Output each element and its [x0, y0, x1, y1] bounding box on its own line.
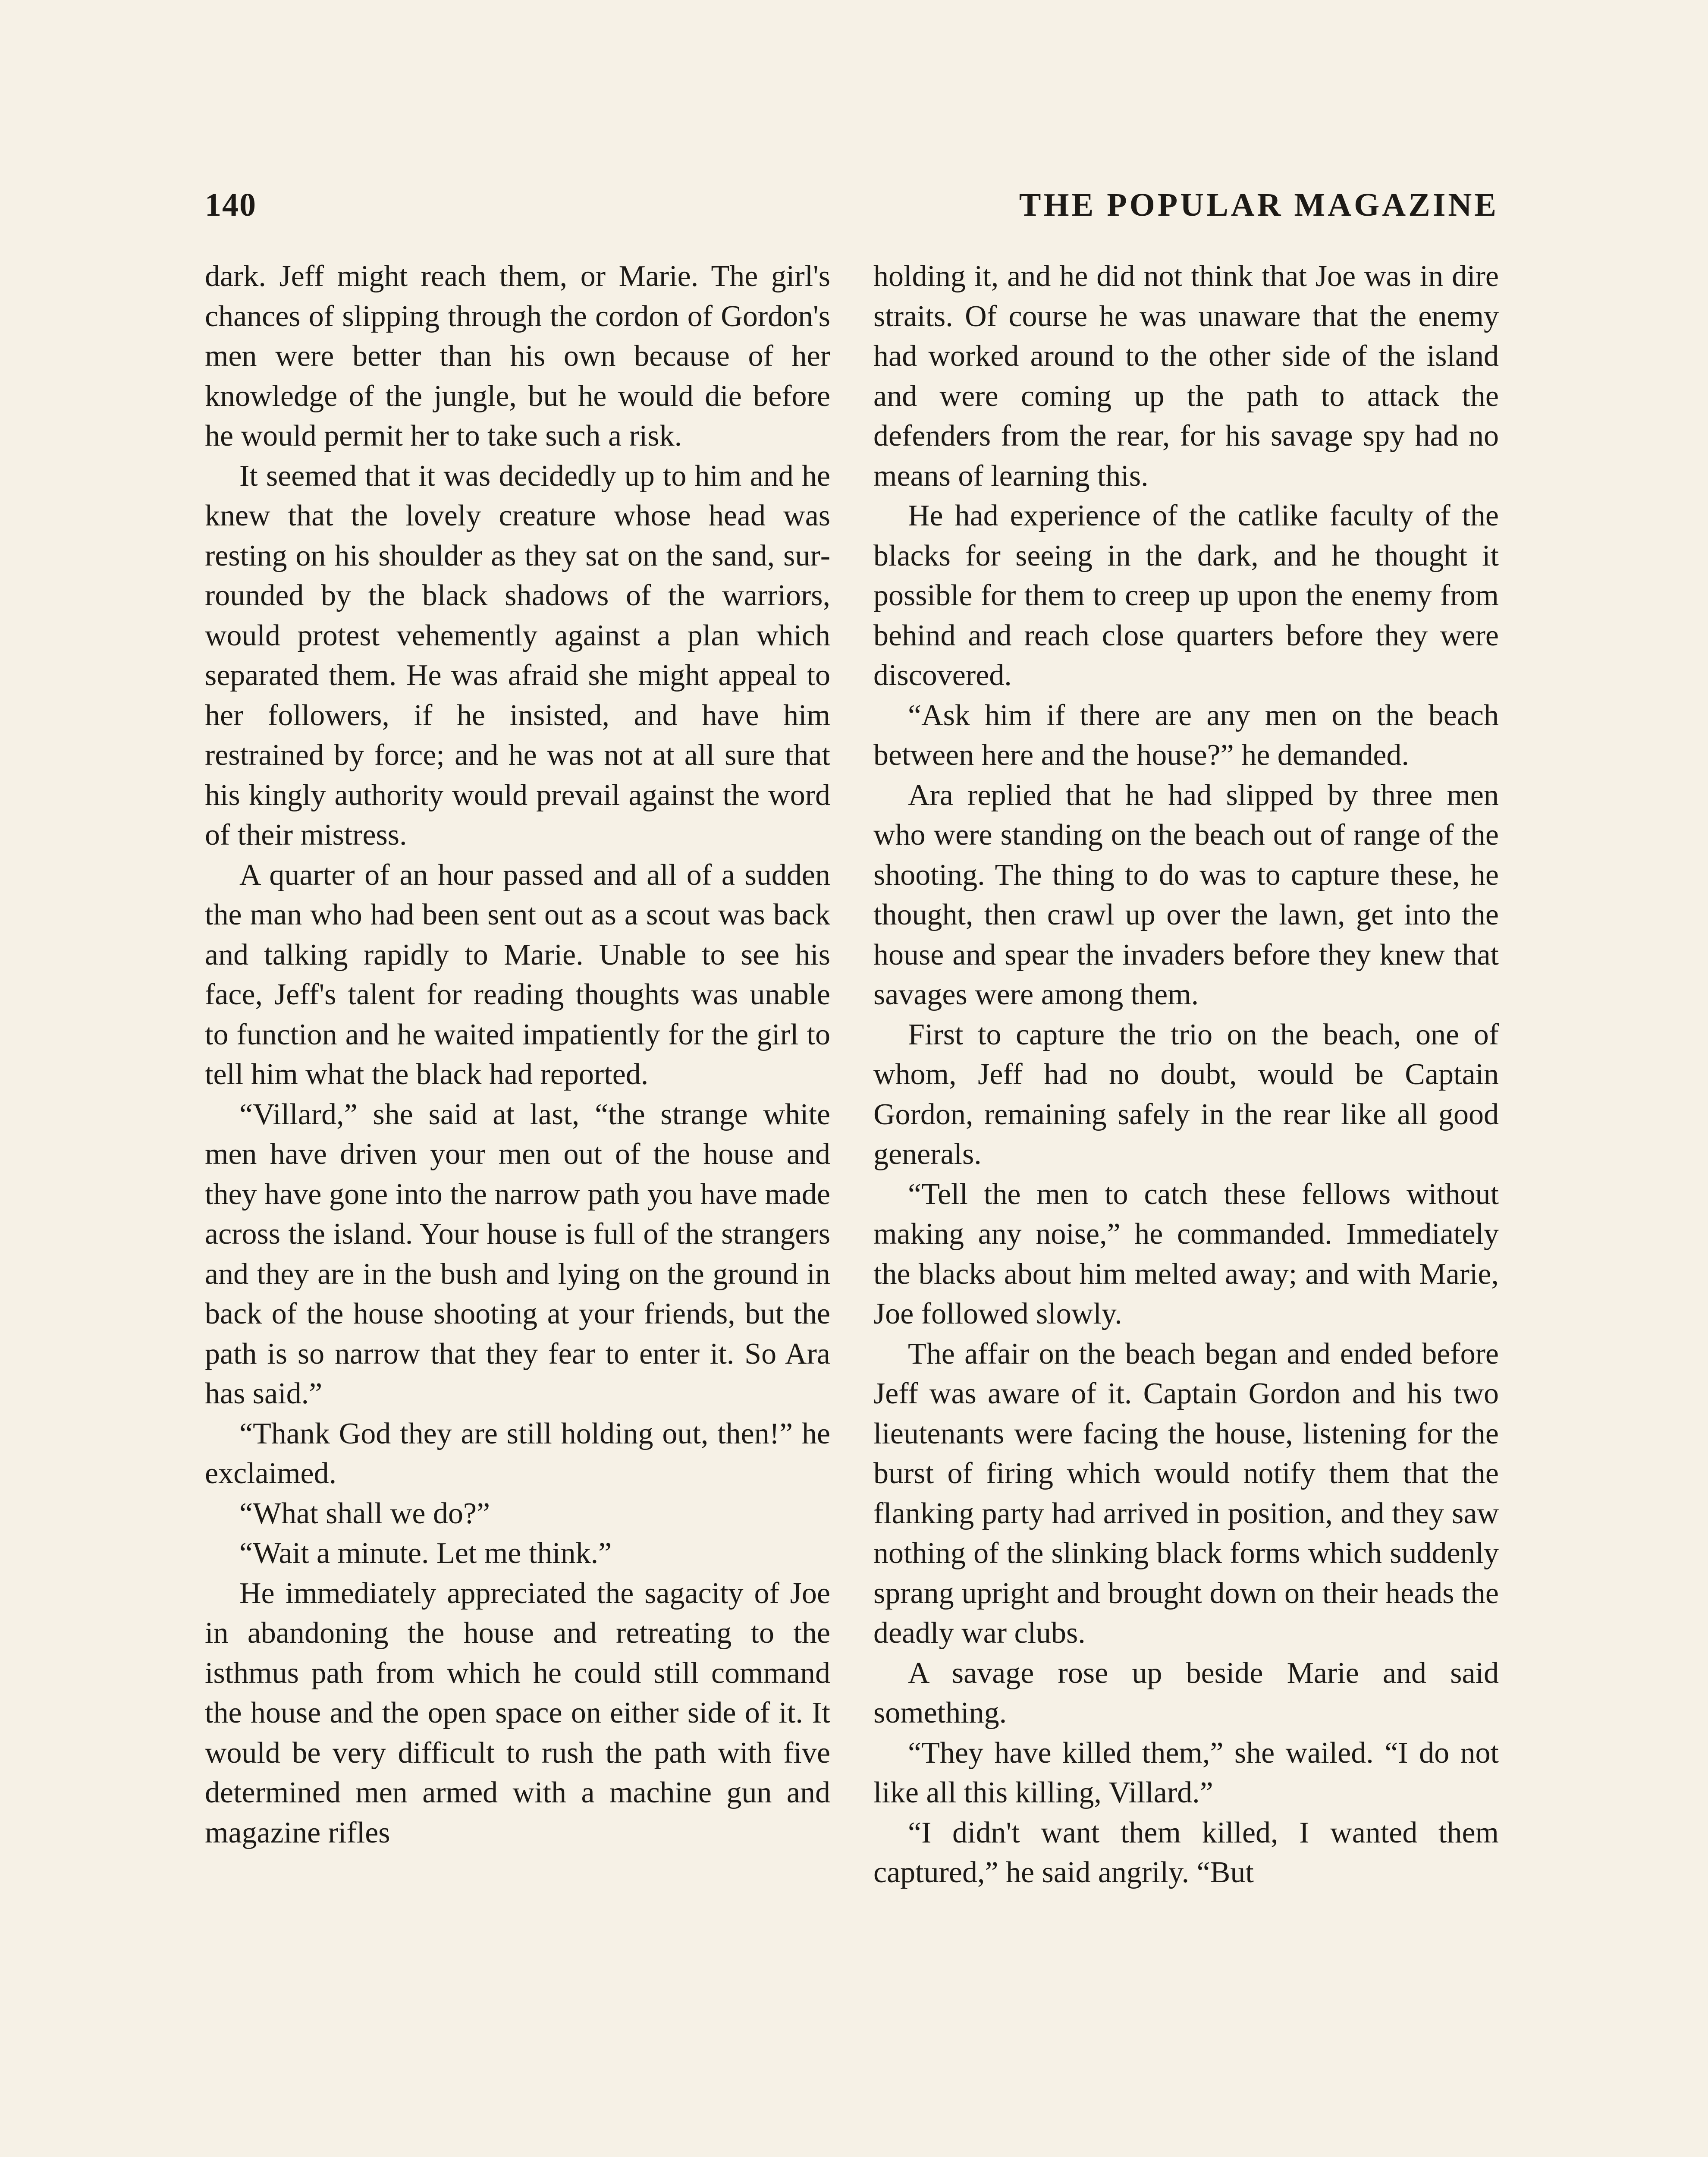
page-number: 140 [205, 187, 257, 223]
paragraph: dark. Jeff might reach them, or Marie. The girl's chances of slipping through the cordon of Gordon's men were better than his own because of her knowledge of the jungle, but he would die before he would permit her to take such a risk. [205, 260, 830, 453]
paragraph: It seemed that it was decidedly up to him and he knew that the lovely creature whose head was resting on his shoulder as they sat on the sand, surrounded by the black shadows of the warriors, would protest vehemently against a plan which separated them. He was afraid she might appeal to her followers, if he insisted, and have him restrained by force; and he was not at all sure that his kingly authority would prevail against the word of their mistress. [205, 459, 830, 852]
paragraph: A quarter of an hour passed and all of a sudden the man who had been sent out as a scout was back and talking rapidly to Marie. Unable to see his face, Jeff's talent for reading thoughts was unable to function and he waited impatiently for the girl to tell him what the black had reported. [205, 858, 830, 1091]
paragraph: A savage rose up beside Marie and said something. [873, 1656, 1499, 1729]
paragraph: “Wait a minute. Let me think.” [239, 1537, 612, 1570]
paragraph: He immediately appreciated the sagacity of Joe in abandoning the house and retreating to the isthmus path from which he could still command the house and the open space on either side of it. It would be very difficult to rush the path with five determined men armed with a machine gun and magazine rifles [205, 1576, 830, 1849]
left-column [205, 257, 830, 1853]
paragraph: The affair on the beach began and ended before Jeff was aware of it. Captain Gordon and his two lieutenants were facing the house, listening for the burst of firing which would notify them that the flanking party had arrived in position, and they saw nothing of the slinking black forms which suddenly sprang upright and brought down on their heads the deadly war clubs. [873, 1337, 1499, 1650]
paragraph: “Tell the men to catch these fellows without making any noise,” he commanded. Immediately the blacks about him melted away; and with Marie, Joe followed slowly. [873, 1177, 1499, 1330]
paragraph: “Villard,” she said at last, “the strange white men have driven your men out of the house and they have gone into the narrow path you have made across the island. Your house is full of the strangers and they are in the bush and lying on the ground in back of the house shooting at your friends, but the path is so narrow that they fear to enter it. So Ara has said.” [205, 1097, 830, 1410]
page-header [205, 181, 1499, 229]
paragraph: First to capture the trio on the beach, one of whom, Jeff had no doubt, would be Captain Gordon, remaining safely in the rear like all good generals. [873, 1018, 1499, 1171]
running-head: THE POPULAR MAGAZINE [1019, 187, 1499, 223]
paragraph: “Thank God they are still holding out, then!” he exclaimed. [205, 1417, 830, 1490]
paragraph: holding it, and he did not think that Joe was in dire straits. Of course he was unaware that the enemy had worked around to the other side of the island and were coming up the path to attack the defenders from the rear, for his savage spy had no means of learning this. [873, 260, 1499, 493]
right-column [873, 257, 1499, 1893]
paragraph: “They have killed them,” she wailed. “I do not like all this killing, Villard.” [873, 1736, 1499, 1809]
paragraph: He had experience of the catlike faculty of the blacks for seeing in the dark, and he thought it possible for them to creep up upon the enemy from behind and reach close quarters before they were discovered. [873, 499, 1499, 692]
paragraph: “I didn't want them killed, I wanted them captured,” he said angrily. “But [873, 1816, 1499, 1889]
paragraph: “Ask him if there are any men on the beach between here and the house?” he demanded. [873, 698, 1499, 772]
paragraph: “What shall we do?” [239, 1497, 490, 1530]
paragraph: Ara replied that he had slipped by three men who were standing on the beach out of range of the shooting. The thing to do was to capture these, he thought, then crawl up over the lawn, get into the house and spear the invaders before they knew that savages were among them. [873, 778, 1499, 1011]
